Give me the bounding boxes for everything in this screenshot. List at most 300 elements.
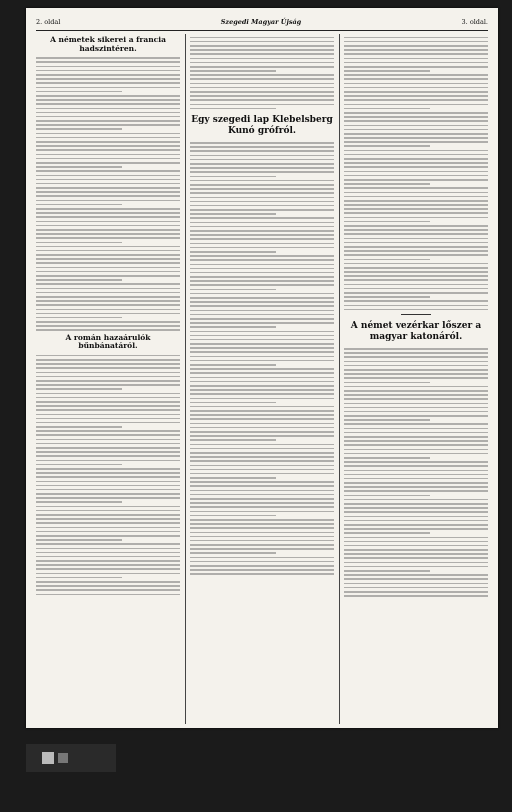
text-line — [344, 250, 488, 252]
text-line — [190, 410, 334, 412]
text-line — [190, 460, 334, 462]
text-line — [344, 562, 488, 564]
text-line — [190, 331, 334, 333]
text-line — [190, 423, 334, 425]
text-line — [36, 397, 180, 399]
text-line — [190, 481, 334, 483]
text-line — [344, 45, 488, 47]
text-line — [190, 418, 334, 420]
text-line — [36, 195, 180, 197]
text-line — [344, 444, 488, 446]
text-line — [190, 301, 334, 303]
text-line — [344, 175, 488, 177]
text-line — [344, 292, 488, 294]
text-line — [190, 99, 334, 101]
text-line — [36, 166, 122, 168]
text-line — [190, 573, 334, 575]
text-line — [36, 225, 180, 227]
text-line — [36, 560, 180, 562]
text-line — [36, 271, 180, 273]
text-line — [344, 263, 488, 265]
text-line — [36, 493, 180, 495]
text-line — [190, 53, 334, 55]
text-line — [190, 565, 334, 567]
text-line — [344, 419, 430, 421]
text-line — [36, 216, 180, 218]
scan-mark — [42, 752, 54, 764]
text-line — [344, 486, 488, 488]
text-line — [190, 398, 334, 400]
text-line — [190, 192, 334, 194]
text-line — [344, 259, 430, 261]
text-line — [190, 66, 334, 68]
text-line — [344, 66, 488, 68]
text-line — [190, 310, 334, 312]
text-line — [344, 449, 488, 451]
text-line — [190, 104, 334, 106]
header-rule — [36, 30, 488, 31]
text-line — [344, 482, 488, 484]
text-line — [344, 279, 488, 281]
text-line — [190, 494, 334, 496]
text-line — [36, 137, 180, 139]
text-line — [190, 406, 334, 408]
text-line — [344, 382, 430, 384]
text-line — [190, 284, 334, 286]
text-line — [344, 141, 488, 143]
text-line — [36, 594, 180, 596]
text-line — [190, 498, 334, 500]
text-line — [344, 150, 488, 152]
text-line — [190, 569, 334, 571]
text-line — [190, 548, 334, 550]
text-line — [36, 66, 180, 68]
text-line — [190, 155, 334, 157]
text-line — [190, 544, 334, 546]
text-line — [36, 501, 122, 503]
text-line — [36, 208, 180, 210]
text-line — [36, 552, 180, 554]
text-line — [344, 377, 488, 379]
text-line — [190, 356, 334, 358]
text-line — [36, 556, 180, 558]
text-line — [190, 146, 334, 148]
text-line — [36, 183, 180, 185]
text-line — [344, 154, 488, 156]
text-line — [36, 372, 180, 374]
text-line — [344, 574, 488, 576]
text-line — [190, 213, 276, 215]
text-line — [190, 502, 334, 504]
text-line — [36, 162, 180, 164]
text-line — [36, 212, 180, 214]
text-line — [36, 145, 180, 147]
text-line — [344, 221, 430, 223]
text-line — [190, 305, 334, 307]
text-line — [36, 388, 122, 390]
text-line — [190, 83, 334, 85]
header-left: 2. oldal — [36, 18, 61, 26]
text-line — [344, 192, 488, 194]
text-line — [36, 283, 180, 285]
text-line — [344, 411, 488, 413]
text-line — [190, 506, 334, 508]
text-line — [344, 348, 488, 350]
text-line — [344, 233, 488, 235]
text-line — [344, 58, 488, 60]
text-line — [36, 175, 180, 177]
text-line — [36, 472, 180, 474]
text-line — [36, 359, 180, 361]
text-line — [36, 141, 180, 143]
text-line — [36, 447, 180, 449]
text-line — [190, 465, 334, 467]
text-line — [344, 356, 488, 358]
text-line — [344, 288, 488, 290]
text-line — [36, 497, 180, 499]
text-line — [190, 318, 334, 320]
text-line — [36, 531, 180, 533]
text-line — [190, 268, 334, 270]
text-line — [36, 116, 180, 118]
text-line — [344, 436, 488, 438]
text-line — [344, 83, 488, 85]
text-line — [344, 171, 488, 173]
text-line — [344, 587, 488, 589]
text-line — [190, 247, 334, 249]
text-line — [190, 184, 334, 186]
text-line — [190, 360, 334, 362]
text-line — [344, 595, 488, 597]
article-4-headline: A német vezérkar lőszer a magyar katonáról. — [350, 321, 482, 342]
text-line — [344, 187, 488, 189]
text-line — [190, 255, 334, 257]
text-line — [36, 543, 180, 545]
text-line — [344, 217, 488, 219]
text-line — [36, 414, 180, 416]
text-line — [344, 478, 488, 480]
text-line — [344, 403, 488, 405]
text-line — [344, 196, 488, 198]
text-line — [344, 566, 488, 568]
text-line — [344, 516, 488, 518]
text-line — [344, 557, 488, 559]
text-line — [344, 112, 488, 114]
text-line — [344, 145, 430, 147]
scan-mark-small — [58, 753, 68, 763]
text-line — [36, 70, 180, 72]
article-1-headline: A németek sikerei a francia hadszintéren. — [50, 35, 166, 53]
text-line — [36, 539, 122, 541]
text-line — [344, 70, 430, 72]
text-line — [36, 242, 122, 244]
text-line — [190, 264, 334, 266]
text-line — [190, 381, 334, 383]
text-line — [36, 170, 180, 172]
text-line — [190, 532, 334, 534]
text-line — [36, 57, 180, 59]
text-line — [190, 142, 334, 144]
text-line — [344, 352, 488, 354]
text-line — [36, 112, 180, 114]
text-line — [344, 284, 488, 286]
column-3 — [344, 34, 488, 724]
article-2-headline: A román hazaárulók bűnbánatáról. — [65, 332, 151, 351]
text-line — [344, 578, 488, 580]
text-line — [344, 99, 488, 101]
text-line — [36, 409, 180, 411]
text-line — [190, 49, 334, 51]
text-line — [36, 573, 180, 575]
text-line — [190, 456, 334, 458]
text-line — [190, 427, 334, 429]
text-line — [36, 384, 180, 386]
text-line — [36, 460, 180, 462]
text-line — [190, 347, 334, 349]
text-line — [344, 212, 488, 214]
text-line — [344, 591, 488, 593]
text-line — [190, 272, 334, 274]
columns — [36, 34, 488, 724]
text-line — [190, 95, 334, 97]
text-line — [344, 267, 488, 269]
text-line — [36, 246, 180, 248]
text-line — [190, 251, 276, 253]
text-line — [190, 163, 334, 165]
text-line — [190, 150, 334, 152]
text-line — [36, 527, 180, 529]
text-line — [344, 183, 430, 185]
text-line — [344, 37, 488, 39]
text-line — [190, 326, 276, 328]
text-line — [36, 355, 180, 357]
text-line — [36, 376, 180, 378]
text-line — [36, 464, 122, 466]
text-line — [36, 535, 180, 537]
text-line — [344, 229, 488, 231]
text-line — [344, 225, 488, 227]
text-line — [36, 300, 180, 302]
text-line — [36, 200, 180, 202]
text-line — [36, 380, 180, 382]
text-line — [190, 490, 334, 492]
text-line — [36, 82, 180, 84]
text-line — [190, 339, 334, 341]
text-line — [344, 474, 488, 476]
text-line — [190, 377, 334, 379]
text-line — [344, 300, 488, 302]
text-line — [344, 541, 488, 543]
text-line — [36, 87, 180, 89]
text-line — [36, 108, 180, 110]
text-line — [190, 372, 334, 374]
text-line — [36, 468, 180, 470]
text-line — [36, 451, 180, 453]
text-line — [36, 204, 122, 206]
text-line — [344, 162, 488, 164]
text-line — [190, 78, 334, 80]
text-line — [344, 440, 488, 442]
text-line — [190, 230, 334, 232]
text-line — [344, 490, 488, 492]
text-line — [344, 465, 488, 467]
text-line — [36, 279, 122, 281]
text-line — [190, 37, 334, 39]
text-line — [36, 401, 180, 403]
text-line — [36, 426, 122, 428]
text-line — [190, 351, 334, 353]
text-line — [36, 418, 180, 420]
text-line — [344, 74, 488, 76]
text-line — [190, 234, 334, 236]
text-line — [36, 158, 180, 160]
column-1 — [36, 34, 180, 724]
text-line — [190, 74, 334, 76]
text-line — [344, 271, 488, 273]
text-line — [36, 317, 122, 319]
text-line — [344, 532, 430, 534]
text-line — [36, 329, 180, 331]
text-line — [190, 314, 334, 316]
text-line — [190, 222, 334, 224]
text-line — [344, 549, 488, 551]
header-right: 3. oldal. — [461, 18, 488, 26]
text-line — [344, 120, 488, 122]
text-line — [36, 367, 180, 369]
text-line — [190, 536, 334, 538]
article-4-body — [344, 348, 488, 597]
text-line — [190, 217, 334, 219]
text-line — [190, 293, 334, 295]
text-line — [190, 402, 276, 404]
column-separator — [401, 314, 431, 315]
text-line — [190, 343, 334, 345]
text-line — [36, 489, 180, 491]
text-line — [36, 124, 180, 126]
text-line — [190, 58, 334, 60]
text-line — [190, 477, 276, 479]
text-line — [190, 188, 334, 190]
text-line — [36, 564, 180, 566]
scan-footer-strip — [26, 744, 116, 772]
text-line — [36, 149, 180, 151]
text-line — [344, 461, 488, 463]
text-line — [36, 309, 180, 311]
text-line — [36, 250, 180, 252]
text-line — [36, 439, 180, 441]
text-line — [36, 128, 122, 130]
text-line — [36, 430, 180, 432]
text-line — [344, 91, 488, 93]
text-line — [190, 45, 334, 47]
text-line — [344, 166, 488, 168]
text-line — [36, 455, 180, 457]
text-line — [344, 545, 488, 547]
text-line — [36, 91, 122, 93]
text-line — [344, 87, 488, 89]
text-line — [344, 305, 488, 307]
text-line — [344, 511, 488, 513]
text-line — [344, 570, 430, 572]
text-line — [190, 527, 334, 529]
text-line — [36, 179, 180, 181]
text-line — [36, 589, 180, 591]
text-line — [36, 237, 180, 239]
text-line — [36, 393, 180, 395]
article-3-body — [190, 142, 334, 575]
text-line — [190, 108, 276, 110]
text-line — [36, 304, 180, 306]
text-line — [190, 276, 334, 278]
header-title: Szegedi Magyar Újság — [220, 18, 302, 26]
text-line — [344, 361, 488, 363]
text-line — [344, 365, 488, 367]
text-line — [344, 129, 488, 131]
text-line — [190, 557, 334, 559]
text-line — [344, 208, 488, 210]
text-line — [36, 120, 180, 122]
text-line — [344, 53, 488, 55]
text-line — [190, 389, 334, 391]
column-rule-1 — [185, 34, 186, 724]
text-line — [344, 309, 488, 311]
text-line — [344, 369, 488, 371]
text-line — [36, 187, 180, 189]
text-line — [36, 254, 180, 256]
text-line — [36, 522, 180, 524]
text-line — [36, 581, 180, 583]
text-line — [36, 325, 180, 327]
text-line — [190, 485, 334, 487]
text-line — [344, 407, 488, 409]
text-line — [190, 393, 334, 395]
text-line — [190, 289, 276, 291]
text-line — [36, 95, 180, 97]
text-line — [344, 507, 488, 509]
text-line — [36, 585, 180, 587]
text-line — [190, 322, 334, 324]
text-line — [344, 503, 488, 505]
text-line — [36, 434, 180, 436]
text-line — [344, 242, 488, 244]
text-line — [344, 373, 488, 375]
text-line — [36, 514, 180, 516]
text-line — [344, 246, 488, 248]
text-line — [344, 133, 488, 135]
text-line — [344, 41, 488, 43]
text-line — [344, 158, 488, 160]
text-line — [344, 415, 488, 417]
text-line — [190, 452, 334, 454]
text-line — [36, 103, 180, 105]
article-2-body — [36, 355, 180, 595]
text-line — [344, 528, 488, 530]
text-line — [344, 275, 488, 277]
column-rule-2 — [339, 34, 340, 724]
text-line — [344, 495, 430, 497]
text-line — [344, 254, 488, 256]
text-line — [344, 125, 488, 127]
text-line — [344, 432, 488, 434]
text-line — [344, 520, 488, 522]
text-line — [190, 435, 334, 437]
text-line — [190, 335, 334, 337]
text-line — [344, 524, 488, 526]
text-line — [190, 159, 334, 161]
text-line — [190, 297, 334, 299]
text-line — [36, 233, 180, 235]
text-line — [36, 78, 180, 80]
